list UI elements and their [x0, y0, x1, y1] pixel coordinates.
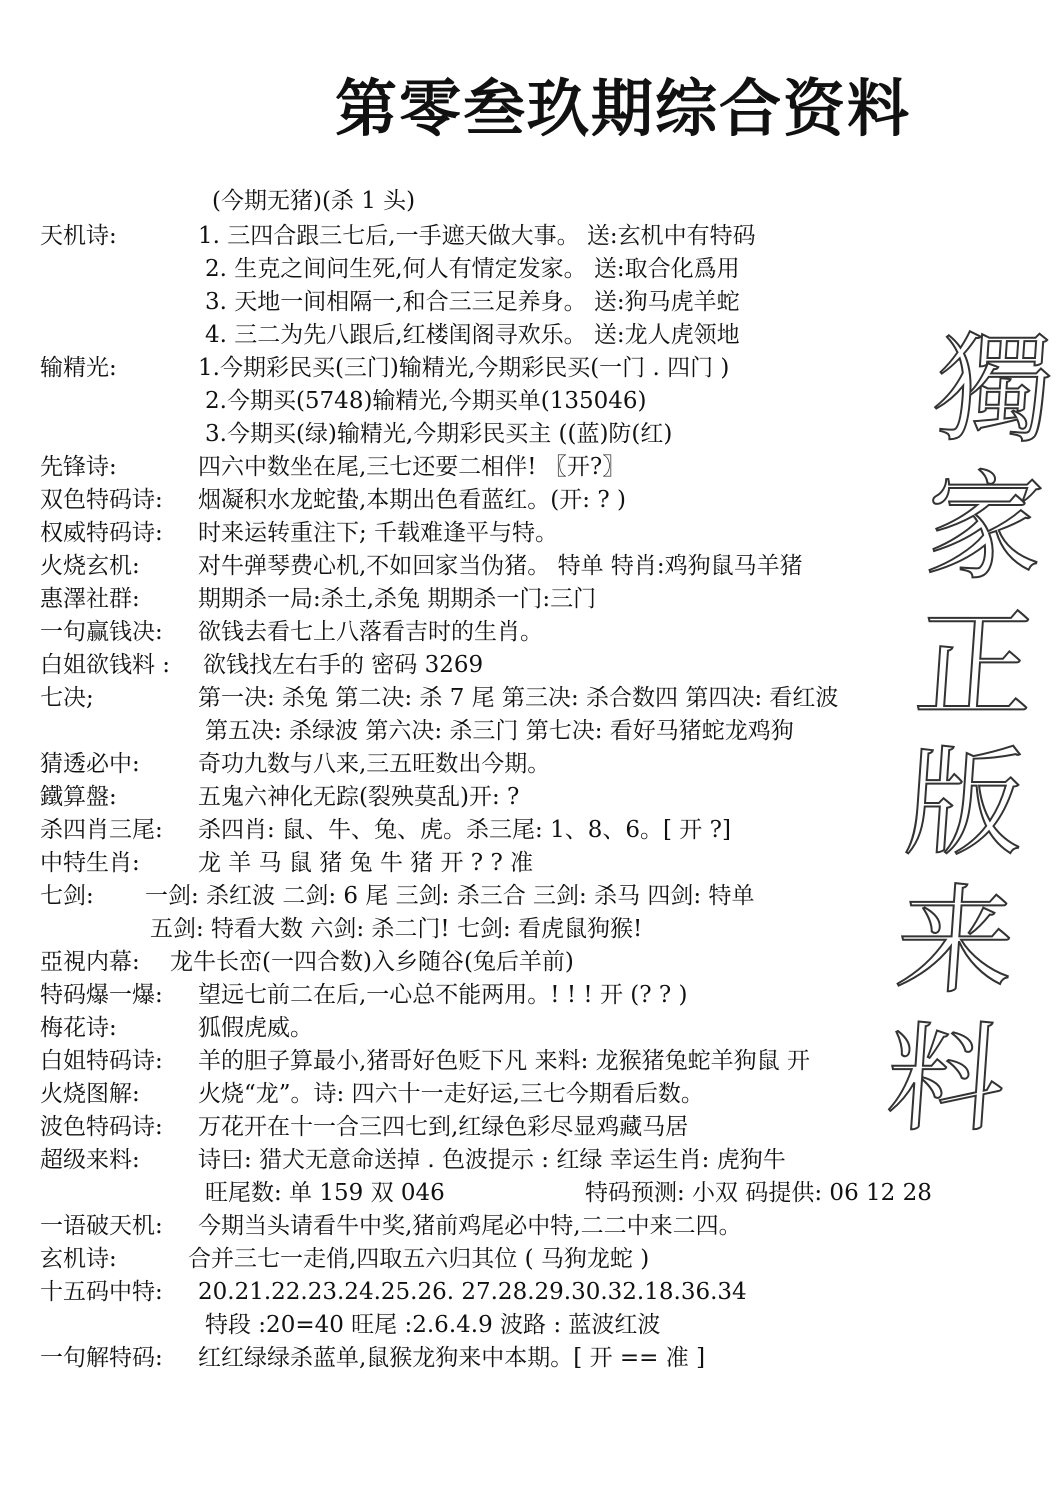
page-title: 第零叁玖期综合资料 — [335, 72, 912, 145]
baijie-tema-text: 羊的胆子算最小,猪哥好色贬下凡 来料: 龙猴猪兔蛇羊狗鼠 开 — [198, 1048, 810, 1074]
section-label-shujingguang: 输精光: — [40, 355, 117, 381]
section-label-xianfengshi: 先锋诗: — [40, 454, 117, 480]
huoshao-tujie-text: 火烧“龙”。诗: 四六十一走好运,三七今期看后数。 — [198, 1081, 704, 1107]
section-label-bose: 波色特码诗: — [40, 1114, 163, 1140]
zhongte-text: 龙 羊 马 鼠 猪 兔 牛 猪 开 ? ? 准 — [198, 850, 534, 876]
shiwuma-teduan: 特段 :20=40 旺尾 :2.6.4.9 波路 : 蓝波红波 — [205, 1312, 661, 1338]
chaoji-line-1: 诗曰: 猎犬无意命送掉 . 色波提示 : 红绿 幸运生肖: 虎狗牛 — [198, 1147, 786, 1173]
section-label-baijie-tema: 白姐特码诗: — [40, 1048, 163, 1074]
section-label-quanwei: 权威特码诗: — [40, 520, 163, 546]
chaoji-wangwei: 旺尾数: 单 159 双 046 — [205, 1180, 445, 1206]
yashi-text: 龙牛长峦(一四合数)入乡随谷(兔后羊前) — [170, 949, 574, 975]
section-label-shasi: 杀四肖三尾: — [40, 817, 163, 843]
section-label-xuanji: 玄机诗: — [40, 1246, 117, 1272]
watermark-char: 家 — [920, 458, 1049, 596]
bose-text: 万花开在十一合三四七到,红绿色彩尽显鸡藏马居 — [198, 1114, 689, 1140]
tiesuanpan-text: 五鬼六神化无踪(裂殃莫乱)开: ? — [198, 784, 520, 810]
yiyu-text: 今期当头请看牛中奖,猪前鸡尾必中特,二二中来二四。 — [198, 1213, 742, 1239]
tianjishi-line-2: 2. 生克之间问生死,何人有情定发家。 送:取合化爲用 — [205, 256, 740, 282]
yijujie-text: 红红绿绿杀蓝单,鼠猴龙狗来中本期。[ 开 == 准 ] — [198, 1345, 706, 1371]
watermark-char: 獨 — [930, 320, 1058, 458]
shujingguang-line-1: 1.今期彩民买(三门)输精光,今期彩民买(一门 . 四门 ) — [198, 355, 730, 381]
chaoji-tema-yuce: 特码预测: 小双 码提供: 06 12 28 — [585, 1180, 932, 1206]
section-label-tema-bao: 特码爆一爆: — [40, 982, 163, 1008]
section-label-tianjishi: 天机诗: — [40, 223, 117, 249]
caitou-text: 奇功九数与八来,三五旺数出今期。 — [198, 751, 551, 777]
shuangse-text: 烟凝积水龙蛇蛰,本期出色看蓝红。(开: ? ) — [198, 487, 626, 513]
qijue-line-1: 第一决: 杀兔 第二决: 杀 7 尾 第三决: 杀合数四 第四决: 看红波 — [198, 685, 839, 711]
subtitle: (今期无猪)(杀 1 头) — [212, 188, 416, 214]
section-label-yiju: 一句赢钱决: — [40, 619, 163, 645]
section-label-chaoji: 超级来料: — [40, 1147, 140, 1173]
meihua-text: 狐假虎威。 — [198, 1015, 313, 1041]
section-label-huize: 惠澤社群: — [40, 586, 140, 612]
huize-text: 期期杀一局:杀土,杀兔 期期杀一门:三门 — [198, 586, 597, 612]
tianjishi-line-4: 4. 三二为先八跟后,红楼闺阁寻欢乐。 送:龙人虎领地 — [205, 322, 740, 348]
shujingguang-line-3: 3.今期买(绿)输精光,今期彩民买主 ((蓝)防(红) — [205, 421, 673, 447]
section-label-huoshao: 火烧玄机: — [40, 553, 140, 579]
yiju-text: 欲钱去看七上八落看吉时的生肖。 — [198, 619, 543, 645]
huoshao-text: 对牛弹琴费心机,不如回家当伪猪。 特单 特肖:鸡狗鼠马羊猪 — [198, 553, 803, 579]
qijian-line-2: 五剑: 特看大数 六剑: 杀二门! 七剑: 看虎鼠狗猴! — [150, 916, 643, 942]
section-label-qijue: 七决; — [40, 685, 94, 711]
section-label-huoshao-tujie: 火烧图解: — [40, 1081, 140, 1107]
quanwei-text: 时来运转重注下; 千载难逢平与特。 — [198, 520, 559, 546]
section-label-yijujie: 一句解特码: — [40, 1345, 163, 1371]
watermark-char: 版 — [901, 734, 1029, 872]
shiwuma-numbers: 20.21.22.23.24.25.26. 27.28.29.30.32.18.36.34 — [198, 1279, 747, 1305]
xuanji-text: 合并三七一走俏,四取五六归其位 ( 马狗龙蛇 ) — [188, 1246, 650, 1272]
watermark-vertical-text — [876, 320, 1060, 1148]
section-label-shuangse: 双色特码诗: — [40, 487, 163, 513]
tema-bao-text: 望远七前二在后,一心总不能两用。! ! ! 开 (? ? ) — [198, 982, 688, 1008]
watermark-char: 来 — [891, 872, 1020, 1010]
shasi-text: 杀四肖: 鼠、牛、兔、虎。杀三尾: 1、8、6。[ 开 ?] — [198, 817, 731, 843]
shujingguang-line-2: 2.今期买(5748)输精光,今期买单(135046) — [205, 388, 647, 414]
baijie-qian-text: 欲钱找左右手的 密码 3269 — [203, 652, 484, 678]
section-label-tiesuanpan: 鐵算盤: — [40, 784, 117, 810]
xianfengshi-text: 四六中数坐在尾,三七还要二相伴! 〖开?〗 — [198, 454, 626, 480]
qijian-line-1: 一剑: 杀红波 二剑: 6 尾 三剑: 杀三合 三剑: 杀马 四剑: 特单 — [145, 883, 755, 909]
section-label-caitou: 猜透必中: — [40, 751, 140, 777]
tianjishi-line-1: 1. 三四合跟三七后,一手遮天做大事。 送:玄机中有特码 — [198, 223, 756, 249]
section-label-shiwuma: 十五码中特: — [40, 1279, 163, 1305]
qijue-line-2: 第五决: 杀绿波 第六决: 杀三门 第七决: 看好马猪蛇龙鸡狗 — [205, 718, 794, 744]
watermark-char: 料 — [882, 1010, 1010, 1148]
watermark-char: 正 — [910, 596, 1039, 734]
section-label-yiyu: 一语破天机: — [40, 1213, 163, 1239]
tianjishi-line-3: 3. 天地一间相隔一,和合三三足养身。 送:狗马虎羊蛇 — [205, 289, 740, 315]
section-label-meihua: 梅花诗: — [40, 1015, 117, 1041]
section-label-qijian: 七剑: — [40, 883, 94, 909]
section-label-baijie-qian: 白姐欲钱料 : — [40, 652, 171, 678]
section-label-yashi: 亞視内幕: — [40, 949, 140, 975]
section-label-zhongte: 中特生肖: — [40, 850, 140, 876]
